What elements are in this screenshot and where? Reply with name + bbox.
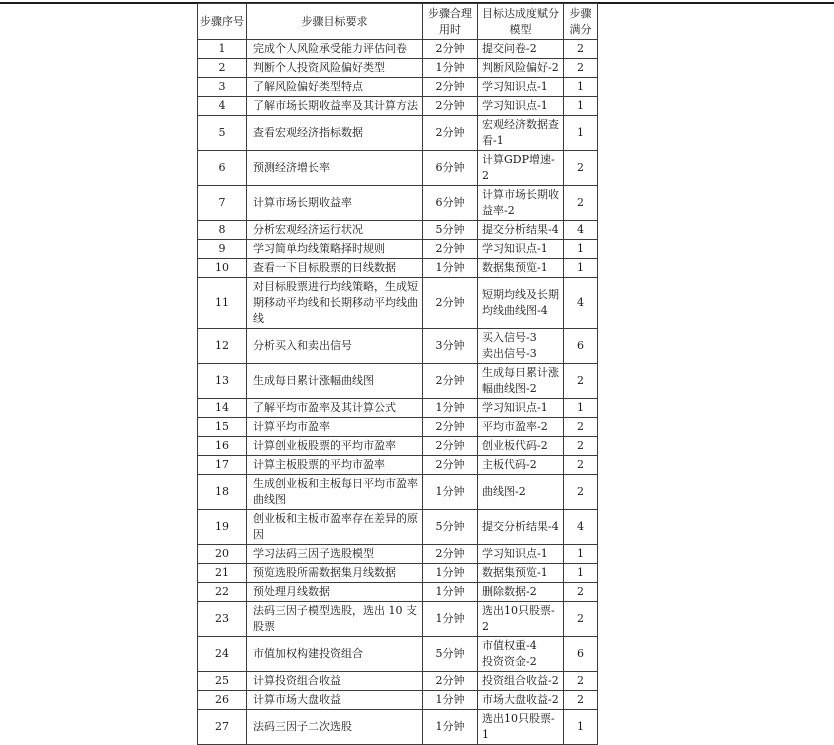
model-line: 计算GDP增速-2 <box>482 153 555 182</box>
model-line: 提交问卷-2 <box>482 42 537 55</box>
model-line: 买入信号-3 <box>482 331 537 344</box>
table-row <box>198 691 598 710</box>
step-number-cell: 22 <box>198 583 247 602</box>
step-number-cell: 24 <box>198 637 247 672</box>
table-row <box>198 545 598 564</box>
step-number-cell: 27 <box>198 710 247 745</box>
table-row <box>198 399 598 418</box>
step-number-cell: 2 <box>198 59 247 78</box>
score-cell: 1 <box>564 399 598 418</box>
model-cell <box>478 710 564 745</box>
model-cell <box>478 116 564 151</box>
model-line: 市场大盘收益-2 <box>482 693 559 706</box>
step-number-cell: 6 <box>198 151 247 186</box>
score-cell: 1 <box>564 545 598 564</box>
table-row <box>198 564 598 583</box>
model-cell <box>478 691 564 710</box>
header-step-time: 步骤合理用时 <box>423 4 478 40</box>
time-cell: 2分钟 <box>423 116 478 151</box>
table-row <box>198 710 598 745</box>
model-cell <box>478 221 564 240</box>
table-row <box>198 186 598 221</box>
step-number-cell: 11 <box>198 278 247 329</box>
score-cell: 1 <box>564 97 598 116</box>
time-cell: 2分钟 <box>423 456 478 475</box>
table-row <box>198 151 598 186</box>
time-cell: 1分钟 <box>423 59 478 78</box>
requirement-cell: 生成创业板和主板每日平均市盈率曲线图 <box>247 475 423 510</box>
step-number-cell: 14 <box>198 399 247 418</box>
model-cell <box>478 564 564 583</box>
requirement-cell: 生成每日累计涨幅曲线图 <box>247 364 423 399</box>
table-row <box>198 418 598 437</box>
model-cell <box>478 97 564 116</box>
table-row <box>198 475 598 510</box>
model-line: 学习知识点-1 <box>482 547 548 560</box>
time-cell: 1分钟 <box>423 475 478 510</box>
score-cell: 1 <box>564 564 598 583</box>
time-cell: 5分钟 <box>423 637 478 672</box>
model-cell <box>478 583 564 602</box>
model-line: 判断风险偏好-2 <box>482 61 559 74</box>
step-number-cell: 3 <box>198 78 247 97</box>
score-cell: 6 <box>564 637 598 672</box>
table-row <box>198 583 598 602</box>
requirement-cell: 了解风险偏好类型特点 <box>247 78 423 97</box>
requirement-cell: 查看宏观经济指标数据 <box>247 116 423 151</box>
model-line: 选出10只股票-1 <box>482 712 555 741</box>
score-cell: 2 <box>564 59 598 78</box>
step-number-cell: 4 <box>198 97 247 116</box>
time-cell: 2分钟 <box>423 40 478 59</box>
step-number-cell: 20 <box>198 545 247 564</box>
model-cell <box>478 672 564 691</box>
table-row <box>198 329 598 364</box>
model-cell <box>478 456 564 475</box>
score-cell: 1 <box>564 259 598 278</box>
requirement-cell: 预览选股所需数据集月线数据 <box>247 564 423 583</box>
model-line: 提交分析结果-4 <box>482 223 559 236</box>
score-cell: 1 <box>564 78 598 97</box>
score-cell: 2 <box>564 583 598 602</box>
score-cell: 2 <box>564 40 598 59</box>
step-number-cell: 19 <box>198 510 247 545</box>
step-number-cell: 7 <box>198 186 247 221</box>
model-line: 学习知识点-1 <box>482 401 548 414</box>
time-cell: 2分钟 <box>423 78 478 97</box>
score-cell: 2 <box>564 151 598 186</box>
step-number-cell: 10 <box>198 259 247 278</box>
time-cell: 1分钟 <box>423 583 478 602</box>
score-cell: 2 <box>564 437 598 456</box>
model-cell <box>478 545 564 564</box>
model-cell <box>478 399 564 418</box>
model-line: 生成每日累计涨幅曲线图-2 <box>482 366 559 395</box>
score-cell: 2 <box>564 691 598 710</box>
table-row <box>198 364 598 399</box>
header-scoring-model: 目标达成度赋分模型 <box>478 4 564 40</box>
time-cell: 5分钟 <box>423 221 478 240</box>
requirement-cell: 计算市场大盘收益 <box>247 691 423 710</box>
model-cell <box>478 240 564 259</box>
table-row <box>198 259 598 278</box>
model-cell <box>478 59 564 78</box>
time-cell: 1分钟 <box>423 564 478 583</box>
header-row <box>198 4 598 40</box>
table-row <box>198 437 598 456</box>
model-cell <box>478 186 564 221</box>
score-cell: 2 <box>564 456 598 475</box>
table-row <box>198 278 598 329</box>
table-row <box>198 456 598 475</box>
table-body <box>198 40 598 745</box>
requirement-cell: 预处理月线数据 <box>247 583 423 602</box>
time-cell: 2分钟 <box>423 418 478 437</box>
step-number-cell: 25 <box>198 672 247 691</box>
requirement-cell: 市值加权构建投资组合 <box>247 637 423 672</box>
score-cell: 2 <box>564 418 598 437</box>
model-cell <box>478 329 564 364</box>
time-cell: 1分钟 <box>423 259 478 278</box>
model-cell <box>478 40 564 59</box>
time-cell: 2分钟 <box>423 437 478 456</box>
score-cell: 2 <box>564 475 598 510</box>
requirement-cell: 了解市场长期收益率及其计算方法 <box>247 97 423 116</box>
time-cell: 2分钟 <box>423 364 478 399</box>
time-cell: 2分钟 <box>423 240 478 259</box>
model-line: 市值权重-4 <box>482 639 537 652</box>
requirement-cell: 创业板和主板市盈率存在差异的原因 <box>247 510 423 545</box>
table-row <box>198 637 598 672</box>
requirement-cell: 预测经济增长率 <box>247 151 423 186</box>
model-line: 创业板代码-2 <box>482 439 548 452</box>
time-cell: 1分钟 <box>423 710 478 745</box>
model-cell <box>478 151 564 186</box>
step-number-cell: 8 <box>198 221 247 240</box>
time-cell: 1分钟 <box>423 602 478 637</box>
score-cell: 4 <box>564 221 598 240</box>
model-line: 学习知识点-1 <box>482 80 548 93</box>
score-cell: 6 <box>564 329 598 364</box>
step-number-cell: 17 <box>198 456 247 475</box>
time-cell: 6分钟 <box>423 151 478 186</box>
model-line: 宏观经济数据查看-1 <box>482 118 559 147</box>
header-step-number: 步骤序号 <box>198 4 247 40</box>
requirement-cell: 计算市场长期收益率 <box>247 186 423 221</box>
model-line: 曲线图-2 <box>482 485 526 498</box>
requirement-cell: 计算平均市盈率 <box>247 418 423 437</box>
table-row <box>198 672 598 691</box>
score-cell: 2 <box>564 364 598 399</box>
time-cell: 1分钟 <box>423 691 478 710</box>
score-cell: 2 <box>564 186 598 221</box>
model-line: 数据集预览-1 <box>482 566 548 579</box>
model-line: 平均市盈率-2 <box>482 420 548 433</box>
table-row <box>198 40 598 59</box>
header-step-requirement: 步骤目标要求 <box>247 4 423 40</box>
model-cell <box>478 475 564 510</box>
model-line: 提交分析结果-4 <box>482 520 559 533</box>
time-cell: 2分钟 <box>423 545 478 564</box>
model-cell <box>478 637 564 672</box>
requirement-cell: 法码三因子模型选股，选出 10 支股票 <box>247 602 423 637</box>
time-cell: 5分钟 <box>423 510 478 545</box>
step-number-cell: 13 <box>198 364 247 399</box>
table-row <box>198 78 598 97</box>
model-cell <box>478 259 564 278</box>
score-cell: 2 <box>564 602 598 637</box>
model-cell <box>478 602 564 637</box>
step-number-cell: 21 <box>198 564 247 583</box>
time-cell: 2分钟 <box>423 278 478 329</box>
table-row <box>198 510 598 545</box>
time-cell: 1分钟 <box>423 399 478 418</box>
step-number-cell: 16 <box>198 437 247 456</box>
model-line: 投资组合收益-2 <box>482 674 559 687</box>
step-number-cell: 18 <box>198 475 247 510</box>
requirement-cell: 计算创业板股票的平均市盈率 <box>247 437 423 456</box>
model-line: 卖出信号-3 <box>482 347 537 360</box>
table-row <box>198 59 598 78</box>
step-number-cell: 15 <box>198 418 247 437</box>
requirement-cell: 查看一下目标股票的日线数据 <box>247 259 423 278</box>
requirement-cell: 法码三因子二次选股 <box>247 710 423 745</box>
step-number-cell: 1 <box>198 40 247 59</box>
model-cell <box>478 510 564 545</box>
requirement-cell: 分析买入和卖出信号 <box>247 329 423 364</box>
step-number-cell: 26 <box>198 691 247 710</box>
time-cell: 6分钟 <box>423 186 478 221</box>
model-cell <box>478 418 564 437</box>
requirement-cell: 学习法码三因子选股模型 <box>247 545 423 564</box>
score-cell: 1 <box>564 240 598 259</box>
task-steps-table <box>197 3 598 745</box>
step-number-cell: 5 <box>198 116 247 151</box>
table-row <box>198 602 598 637</box>
requirement-cell: 完成个人风险承受能力评估问卷 <box>247 40 423 59</box>
table-row <box>198 221 598 240</box>
model-line: 学习知识点-1 <box>482 242 548 255</box>
requirement-cell: 计算主板股票的平均市盈率 <box>247 456 423 475</box>
model-cell <box>478 278 564 329</box>
model-cell <box>478 364 564 399</box>
model-line: 数据集预览-1 <box>482 261 548 274</box>
model-line: 主板代码-2 <box>482 458 537 471</box>
step-number-cell: 12 <box>198 329 247 364</box>
model-line: 短期均线及长期均线曲线图-4 <box>482 288 559 317</box>
score-cell: 1 <box>564 710 598 745</box>
score-cell: 4 <box>564 510 598 545</box>
table-row <box>198 97 598 116</box>
score-cell: 2 <box>564 672 598 691</box>
model-line: 计算市场长期收益率-2 <box>482 188 559 217</box>
requirement-cell: 判断个人投资风险偏好类型 <box>247 59 423 78</box>
table-header <box>198 4 598 40</box>
step-number-cell: 23 <box>198 602 247 637</box>
requirement-cell: 学习简单均线策略择时规则 <box>247 240 423 259</box>
model-cell <box>478 78 564 97</box>
table-row <box>198 240 598 259</box>
model-line: 投资资金-2 <box>482 655 537 668</box>
requirement-cell: 对目标股票进行均线策略，生成短期移动平均线和长期移动平均线曲线 <box>247 278 423 329</box>
score-cell: 4 <box>564 278 598 329</box>
time-cell: 3分钟 <box>423 329 478 364</box>
requirement-cell: 了解平均市盈率及其计算公式 <box>247 399 423 418</box>
header-step-full-score: 步骤满分 <box>564 4 598 40</box>
step-number-cell: 9 <box>198 240 247 259</box>
requirement-cell: 分析宏观经济运行状况 <box>247 221 423 240</box>
model-line: 删除数据-2 <box>482 585 537 598</box>
table-row <box>198 116 598 151</box>
model-line: 学习知识点-1 <box>482 99 548 112</box>
score-cell: 1 <box>564 116 598 151</box>
time-cell: 2分钟 <box>423 672 478 691</box>
time-cell: 2分钟 <box>423 97 478 116</box>
requirement-cell: 计算投资组合收益 <box>247 672 423 691</box>
model-line: 选出10只股票-2 <box>482 604 555 633</box>
model-cell <box>478 437 564 456</box>
